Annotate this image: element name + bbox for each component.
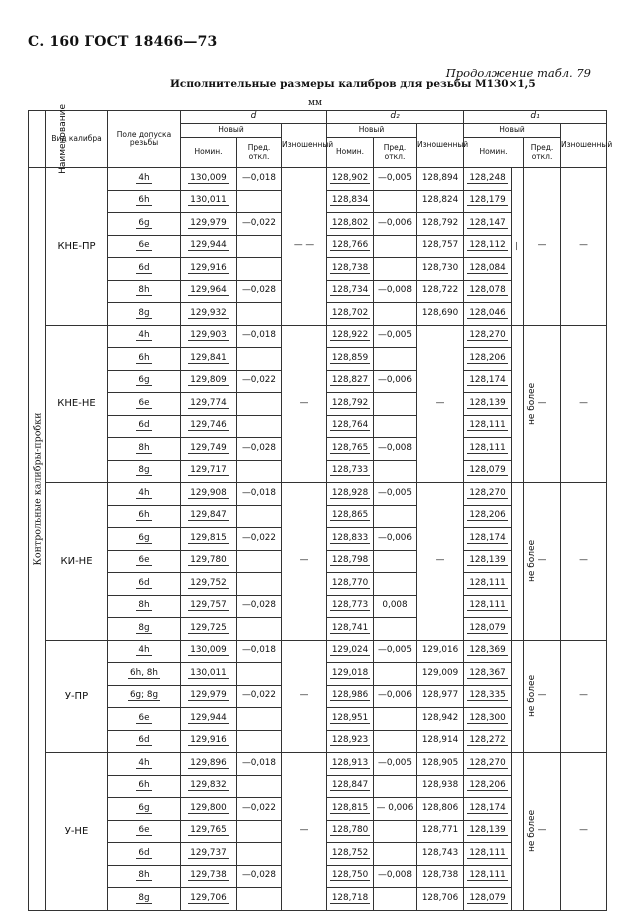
d2-worn: 128,792 xyxy=(417,213,464,236)
header-d1: d₁ xyxy=(464,111,607,124)
d2-nominal: 128,834 xyxy=(327,190,374,213)
tolerance-cell: 8h xyxy=(108,865,181,888)
d2-nominal: 128,734 xyxy=(327,280,374,303)
header-d1-dev: Пред. откл. xyxy=(524,138,561,168)
table-row xyxy=(29,168,607,191)
d2-nominal: 128,752 xyxy=(327,843,374,866)
d1-deviation: — xyxy=(524,483,561,641)
d1-note: не более xyxy=(512,483,524,641)
d1-nominal: 128,206 xyxy=(464,775,512,798)
d2-deviation: —0,005 xyxy=(374,325,417,348)
tolerance-cell: 8g xyxy=(108,888,181,911)
d1-worn: — xyxy=(561,325,607,483)
header-d-dev: Пред. откл. xyxy=(237,138,282,168)
d2-nominal: 128,750 xyxy=(327,865,374,888)
d-worn: — xyxy=(282,753,327,911)
d-nominal: 129,832 xyxy=(181,775,237,798)
d1-nominal: 128,206 xyxy=(464,505,512,528)
d-deviation: —0,022 xyxy=(237,798,282,821)
d1-nominal: 128,139 xyxy=(464,820,512,843)
d1-nominal: 128,079 xyxy=(464,888,512,911)
d2-deviation: —0,005 xyxy=(374,168,417,191)
d-worn: — xyxy=(282,640,327,753)
d-nominal: 129,964 xyxy=(181,280,237,303)
d-nominal: 129,903 xyxy=(181,325,237,348)
d1-nominal: 128,179 xyxy=(464,190,512,213)
d1-worn: — xyxy=(561,640,607,753)
gauge-type: У-НЕ xyxy=(46,753,108,911)
d-nominal: 129,896 xyxy=(181,753,237,776)
d1-nominal: 128,111 xyxy=(464,843,512,866)
d-deviation: —0,028 xyxy=(237,865,282,888)
tolerance-cell: 8h xyxy=(108,280,181,303)
d2-deviation xyxy=(374,573,417,596)
header-d2-new: Новый xyxy=(327,124,417,138)
d2-deviation: —0,005 xyxy=(374,483,417,506)
d2-deviation xyxy=(374,888,417,911)
d-deviation: —0,028 xyxy=(237,280,282,303)
d2-worn: — xyxy=(417,325,464,483)
d-deviation xyxy=(237,618,282,641)
tolerance-cell: 6g; 8g xyxy=(108,685,181,708)
d-deviation xyxy=(237,505,282,528)
d1-nominal: 128,147 xyxy=(464,213,512,236)
d2-worn: 128,722 xyxy=(417,280,464,303)
d-deviation: —0,018 xyxy=(237,325,282,348)
d2-nominal: 128,738 xyxy=(327,258,374,281)
d2-worn: 128,690 xyxy=(417,303,464,326)
d-deviation xyxy=(237,888,282,911)
d1-deviation: — xyxy=(524,753,561,911)
d2-nominal: 128,815 xyxy=(327,798,374,821)
d2-nominal: 128,766 xyxy=(327,235,374,258)
d-nominal: 130,009 xyxy=(181,640,237,663)
d-deviation xyxy=(237,235,282,258)
d2-worn: 128,894 xyxy=(417,168,464,191)
d2-nominal: 128,827 xyxy=(327,370,374,393)
d1-note: не более xyxy=(512,325,524,483)
d2-nominal: 128,770 xyxy=(327,573,374,596)
d2-deviation: 0,008 xyxy=(374,595,417,618)
d-nominal: 129,847 xyxy=(181,505,237,528)
d2-worn: 128,914 xyxy=(417,730,464,753)
d1-nominal: 128,335 xyxy=(464,685,512,708)
tolerance-cell: 6e xyxy=(108,550,181,573)
table-row xyxy=(29,483,607,506)
d2-nominal: 128,741 xyxy=(327,618,374,641)
d2-deviation xyxy=(374,258,417,281)
d-deviation xyxy=(237,708,282,731)
d-deviation: —0,028 xyxy=(237,595,282,618)
d2-deviation: —0,006 xyxy=(374,370,417,393)
d-deviation xyxy=(237,730,282,753)
d-deviation xyxy=(237,415,282,438)
dimensions-table xyxy=(28,104,613,911)
d-deviation xyxy=(237,663,282,686)
d-nominal: 129,746 xyxy=(181,415,237,438)
d2-deviation xyxy=(374,775,417,798)
d-nominal: 129,737 xyxy=(181,843,237,866)
d2-deviation: —0,006 xyxy=(374,213,417,236)
d2-deviation xyxy=(374,708,417,731)
d-worn: — xyxy=(282,483,327,641)
d-nominal: 130,009 xyxy=(181,168,237,191)
tolerance-cell: 4h xyxy=(108,168,181,191)
tolerance-cell: 6g xyxy=(108,798,181,821)
table-row xyxy=(29,640,607,663)
d1-worn: — xyxy=(561,753,607,911)
d-deviation: —0,022 xyxy=(237,370,282,393)
d2-worn: 128,806 xyxy=(417,798,464,821)
d-deviation xyxy=(237,190,282,213)
d1-nominal: 128,111 xyxy=(464,865,512,888)
d-nominal: 129,725 xyxy=(181,618,237,641)
table-title: Исполнительные размеры калибров для резьбы М130×1,5 xyxy=(170,78,536,90)
d2-nominal: 128,847 xyxy=(327,775,374,798)
d2-deviation xyxy=(374,843,417,866)
tolerance-cell: 6d xyxy=(108,573,181,596)
d2-nominal: 128,802 xyxy=(327,213,374,236)
d-nominal: 129,841 xyxy=(181,348,237,371)
header-d-new: Новый xyxy=(181,124,282,138)
d2-worn: — xyxy=(417,483,464,641)
d2-deviation xyxy=(374,618,417,641)
d1-worn: — xyxy=(561,168,607,326)
d2-deviation xyxy=(374,505,417,528)
d-nominal: 129,749 xyxy=(181,438,237,461)
d2-nominal: 128,922 xyxy=(327,325,374,348)
continuation-note: Продолжение табл. 79 xyxy=(445,66,591,80)
d2-worn: 128,938 xyxy=(417,775,464,798)
table-body xyxy=(29,168,607,911)
tolerance-cell: 8g xyxy=(108,460,181,483)
d1-nominal: 128,300 xyxy=(464,708,512,731)
d1-nominal: 128,174 xyxy=(464,798,512,821)
d1-nominal: 128,139 xyxy=(464,393,512,416)
d1-nominal: 128,270 xyxy=(464,483,512,506)
d1-nominal: 128,206 xyxy=(464,348,512,371)
d-nominal: 129,800 xyxy=(181,798,237,821)
d-deviation: —0,018 xyxy=(237,483,282,506)
d1-nominal: 128,272 xyxy=(464,730,512,753)
d-deviation xyxy=(237,393,282,416)
d-worn: — xyxy=(282,325,327,483)
d-nominal: 129,706 xyxy=(181,888,237,911)
d-nominal: 129,752 xyxy=(181,573,237,596)
header-d2-dev: Пред. откл. xyxy=(374,138,417,168)
tolerance-cell: 8h xyxy=(108,595,181,618)
d-deviation xyxy=(237,775,282,798)
d-nominal: 129,717 xyxy=(181,460,237,483)
units-label: мм xyxy=(308,98,323,108)
gauge-type: КНЕ-ПР xyxy=(46,168,108,326)
d1-note: не более xyxy=(512,753,524,911)
d-deviation xyxy=(237,573,282,596)
d1-nominal: 128,270 xyxy=(464,325,512,348)
d-deviation: —0,018 xyxy=(237,753,282,776)
d-nominal: 129,809 xyxy=(181,370,237,393)
d1-nominal: 128,079 xyxy=(464,618,512,641)
d2-nominal: 128,773 xyxy=(327,595,374,618)
d2-nominal: 128,780 xyxy=(327,820,374,843)
d1-nominal: 128,139 xyxy=(464,550,512,573)
gauge-type: КНЕ-НЕ xyxy=(46,325,108,483)
d2-deviation: —0,008 xyxy=(374,280,417,303)
page-header: С. 160 ГОСТ 18466—73 xyxy=(28,34,218,50)
tolerance-cell: 4h xyxy=(108,325,181,348)
d2-deviation xyxy=(374,415,417,438)
d2-worn: 128,738 xyxy=(417,865,464,888)
d2-deviation: —0,006 xyxy=(374,685,417,708)
table-row xyxy=(29,325,607,348)
d1-deviation: — xyxy=(524,640,561,753)
tolerance-cell: 6e xyxy=(108,393,181,416)
tolerance-cell: 6d xyxy=(108,730,181,753)
d1-nominal: 128,174 xyxy=(464,370,512,393)
d-nominal: 129,908 xyxy=(181,483,237,506)
header-d2-worn: Изношенный xyxy=(417,124,464,168)
header-type-col: Вид калибра xyxy=(46,111,108,168)
d2-deviation: — 0,006 xyxy=(374,798,417,821)
d-nominal: 129,932 xyxy=(181,303,237,326)
d2-nominal: 128,798 xyxy=(327,550,374,573)
tolerance-cell: 6h xyxy=(108,348,181,371)
d-nominal: 130,011 xyxy=(181,190,237,213)
d2-deviation xyxy=(374,348,417,371)
d1-nominal: 128,084 xyxy=(464,258,512,281)
gauge-type: У-ПР xyxy=(46,640,108,753)
d2-deviation xyxy=(374,730,417,753)
d2-worn: 128,757 xyxy=(417,235,464,258)
header-d1-worn: Изношенный xyxy=(561,124,607,168)
table-row xyxy=(29,753,607,776)
d-deviation: —0,028 xyxy=(237,438,282,461)
gauge-type: КИ-НЕ xyxy=(46,483,108,641)
d2-deviation xyxy=(374,460,417,483)
d-nominal: 129,757 xyxy=(181,595,237,618)
d1-worn: — xyxy=(561,483,607,641)
d2-nominal: 128,928 xyxy=(327,483,374,506)
tolerance-cell: 6e xyxy=(108,820,181,843)
d-deviation: —0,022 xyxy=(237,685,282,708)
d2-worn: 128,730 xyxy=(417,258,464,281)
tolerance-cell: 6g xyxy=(108,370,181,393)
header-d-nominal: Номин. xyxy=(181,138,237,168)
tolerance-cell: 6d xyxy=(108,843,181,866)
d2-nominal: 128,702 xyxy=(327,303,374,326)
d-deviation xyxy=(237,820,282,843)
d2-nominal: 128,765 xyxy=(327,438,374,461)
d-nominal: 129,765 xyxy=(181,820,237,843)
d2-nominal: 128,923 xyxy=(327,730,374,753)
d2-worn: 128,771 xyxy=(417,820,464,843)
header-d: d xyxy=(181,111,327,124)
d-deviation xyxy=(237,550,282,573)
d2-worn: 128,743 xyxy=(417,843,464,866)
d2-deviation: —0,005 xyxy=(374,753,417,776)
d2-nominal: 129,018 xyxy=(327,663,374,686)
d2-deviation: —0,008 xyxy=(374,438,417,461)
d1-nominal: 128,111 xyxy=(464,595,512,618)
tolerance-cell: 6h xyxy=(108,190,181,213)
d1-nominal: 128,078 xyxy=(464,280,512,303)
d2-deviation xyxy=(374,235,417,258)
d-deviation xyxy=(237,460,282,483)
tolerance-cell: 6g xyxy=(108,528,181,551)
tolerance-cell: 6h xyxy=(108,775,181,798)
d-nominal: 129,815 xyxy=(181,528,237,551)
d2-worn: 128,824 xyxy=(417,190,464,213)
header-d2: d₂ xyxy=(327,111,464,124)
d1-nominal: 128,111 xyxy=(464,438,512,461)
d2-deviation: —0,008 xyxy=(374,865,417,888)
tolerance-cell: 6h, 8h xyxy=(108,663,181,686)
d2-deviation xyxy=(374,393,417,416)
tolerance-cell: 8g xyxy=(108,618,181,641)
d1-deviation: — xyxy=(524,325,561,483)
d2-deviation xyxy=(374,550,417,573)
table-header xyxy=(29,104,613,174)
d2-worn: 128,942 xyxy=(417,708,464,731)
d2-nominal: 129,024 xyxy=(327,640,374,663)
d-nominal: 129,774 xyxy=(181,393,237,416)
d-nominal: 129,979 xyxy=(181,213,237,236)
d-nominal: 129,916 xyxy=(181,258,237,281)
d2-deviation: —0,005 xyxy=(374,640,417,663)
d-deviation: —0,022 xyxy=(237,528,282,551)
header-d2-nominal: Номин. xyxy=(327,138,374,168)
d2-nominal: 128,902 xyxy=(327,168,374,191)
d1-nominal: 128,112 xyxy=(464,235,512,258)
d-deviation: —0,022 xyxy=(237,213,282,236)
tolerance-cell: 4h xyxy=(108,483,181,506)
d2-deviation xyxy=(374,663,417,686)
d2-worn: 128,706 xyxy=(417,888,464,911)
d1-nominal: 128,046 xyxy=(464,303,512,326)
d2-deviation xyxy=(374,820,417,843)
d2-nominal: 128,764 xyxy=(327,415,374,438)
d2-nominal: 128,951 xyxy=(327,708,374,731)
d2-worn: 128,905 xyxy=(417,753,464,776)
header-d1-new: Новый xyxy=(464,124,561,138)
tolerance-cell: 6h xyxy=(108,505,181,528)
d2-nominal: 128,859 xyxy=(327,348,374,371)
tolerance-cell: 8h xyxy=(108,438,181,461)
d1-note: — xyxy=(512,168,524,326)
d1-nominal: 128,079 xyxy=(464,460,512,483)
d-deviation xyxy=(237,843,282,866)
d1-nominal: 128,270 xyxy=(464,753,512,776)
d-worn: — — xyxy=(282,168,327,326)
d2-worn: 129,009 xyxy=(417,663,464,686)
d-nominal: 130,011 xyxy=(181,663,237,686)
header-d-worn: Изношенный xyxy=(282,124,327,168)
d2-deviation xyxy=(374,190,417,213)
side-label: Контрольные калибры-пробки xyxy=(32,412,44,566)
header-name-col: Наименование xyxy=(29,111,46,168)
d-deviation xyxy=(237,258,282,281)
header-d1-nominal: Номин. xyxy=(464,138,524,168)
d1-nominal: 128,111 xyxy=(464,573,512,596)
tolerance-cell: 6d xyxy=(108,415,181,438)
tolerance-cell: 4h xyxy=(108,640,181,663)
d-nominal: 129,944 xyxy=(181,235,237,258)
tolerance-cell: 6e xyxy=(108,235,181,258)
d1-nominal: 128,248 xyxy=(464,168,512,191)
d-nominal: 129,780 xyxy=(181,550,237,573)
d1-nominal: 128,367 xyxy=(464,663,512,686)
d2-nominal: 128,986 xyxy=(327,685,374,708)
d1-nominal: 128,111 xyxy=(464,415,512,438)
d-nominal: 129,944 xyxy=(181,708,237,731)
d2-nominal: 128,733 xyxy=(327,460,374,483)
d-nominal: 129,916 xyxy=(181,730,237,753)
d-deviation xyxy=(237,348,282,371)
d2-worn: 128,977 xyxy=(417,685,464,708)
d1-deviation: — xyxy=(524,168,561,326)
d2-deviation: —0,006 xyxy=(374,528,417,551)
d1-note: не более xyxy=(512,640,524,753)
d-nominal: 129,979 xyxy=(181,685,237,708)
d2-nominal: 128,792 xyxy=(327,393,374,416)
tolerance-cell: 6e xyxy=(108,708,181,731)
d2-nominal: 128,718 xyxy=(327,888,374,911)
d2-nominal: 128,913 xyxy=(327,753,374,776)
tolerance-cell: 6d xyxy=(108,258,181,281)
tolerance-cell: 4h xyxy=(108,753,181,776)
d-deviation: —0,018 xyxy=(237,168,282,191)
tolerance-cell: 6g xyxy=(108,213,181,236)
d2-nominal: 128,865 xyxy=(327,505,374,528)
d2-deviation xyxy=(374,303,417,326)
d2-nominal: 128,833 xyxy=(327,528,374,551)
tolerance-cell: 8g xyxy=(108,303,181,326)
d-nominal: 129,738 xyxy=(181,865,237,888)
d-deviation xyxy=(237,303,282,326)
d2-worn: 129,016 xyxy=(417,640,464,663)
d1-nominal: 128,174 xyxy=(464,528,512,551)
d1-nominal: 128,369 xyxy=(464,640,512,663)
d-deviation: —0,018 xyxy=(237,640,282,663)
header-tolerance-col: Поле допуска резьбы xyxy=(108,111,181,168)
